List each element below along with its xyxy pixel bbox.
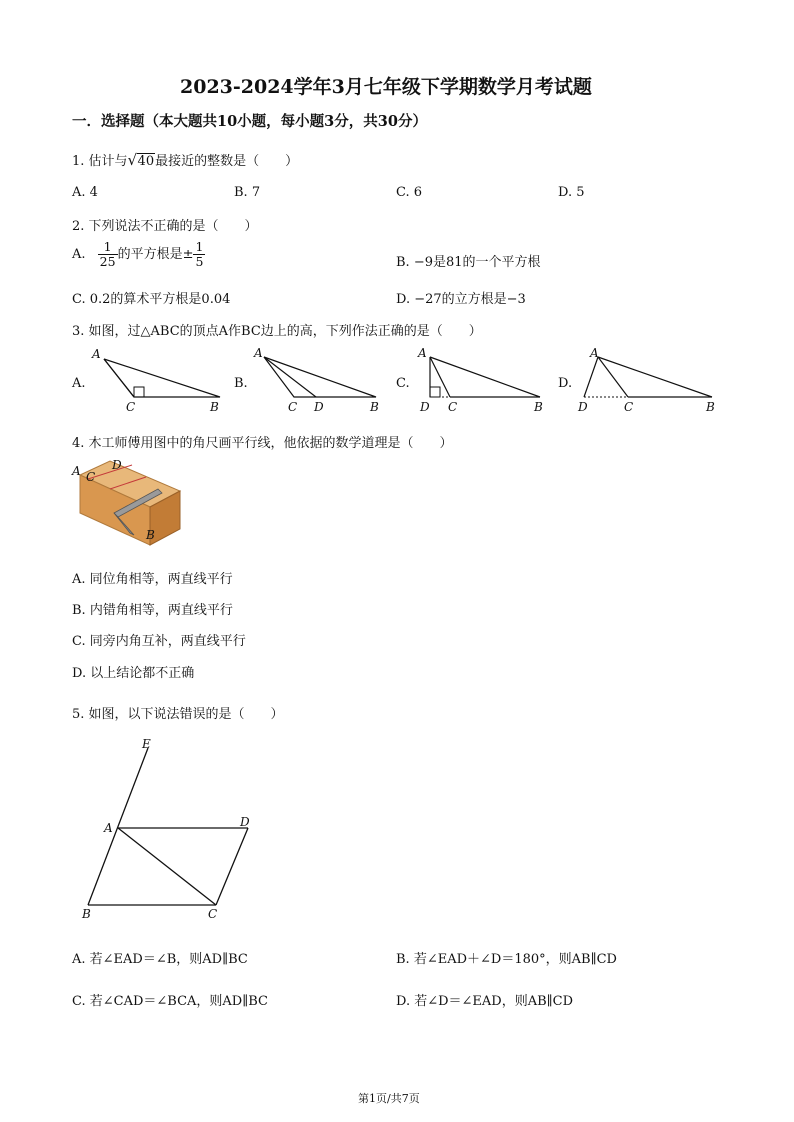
label-c: C — [624, 400, 634, 414]
question-4: 4. 木工师傅用图中的角尺画平行线，他依据的数学道理是（ ） — [72, 436, 453, 451]
question-1 — [72, 150, 298, 169]
label-b: B — [210, 400, 219, 414]
frac-den: 25 — [99, 254, 116, 269]
label-d: D — [240, 815, 250, 829]
q4-option-a[interactable]: A. 同位角相等，两直线平行 — [72, 572, 233, 587]
q3-figure-c — [412, 345, 552, 417]
question-3: 3. 如图，过△ABC的顶点A作BC边上的高，下列作法正确的是（ ） — [72, 324, 482, 339]
page-footer: 第1页/共7页 — [358, 1092, 420, 1105]
q2-a-text: 的平方根是± — [117, 247, 194, 262]
label-a: A — [418, 346, 427, 360]
label-b: B — [370, 400, 379, 414]
label-d: D — [314, 400, 324, 414]
wood-block-figure — [70, 455, 188, 551]
q1-option-c[interactable]: C. 6 — [396, 185, 423, 200]
question-5: 5. 如图，以下说法错误的是（ ） — [72, 707, 284, 722]
label-b: B — [534, 400, 543, 414]
label-a: A — [104, 821, 113, 835]
q3-figure-b — [250, 345, 390, 417]
q3-option-c[interactable]: C. — [396, 376, 410, 391]
label-a: A — [254, 346, 263, 360]
q3-option-d[interactable]: D. — [558, 376, 573, 391]
q3-figure-a — [88, 345, 228, 417]
q5-option-d[interactable]: D. 若∠D＝∠EAD，则AB∥CD — [396, 994, 574, 1009]
label-b: B — [146, 528, 155, 542]
fraction-1-5 — [193, 240, 205, 269]
frac-num: 1 — [195, 239, 204, 254]
q1-option-d[interactable]: D. 5 — [558, 185, 585, 200]
frac-den: 5 — [195, 254, 204, 269]
fraction-1-25 — [98, 240, 118, 269]
q4-option-d[interactable]: D. 以上结论都不正确 — [72, 666, 195, 681]
label-d: D — [578, 400, 588, 414]
q5-option-b[interactable]: B. 若∠EAD＋∠D＝180°，则AB∥CD — [396, 952, 617, 967]
label-d: D — [112, 458, 122, 472]
q3-option-a[interactable]: A. — [72, 376, 86, 391]
q5-figure — [76, 730, 266, 926]
q1-option-b[interactable]: B. 7 — [234, 185, 261, 200]
q2-option-d[interactable]: D. −27的立方根是−3 — [396, 292, 526, 307]
q4-option-c[interactable]: C. 同旁内角互补，两直线平行 — [72, 634, 246, 649]
label-c: C — [208, 907, 218, 921]
q1-stem-after: 最接近的整数是（ ） — [155, 154, 299, 169]
q5-option-a[interactable]: A. 若∠EAD＝∠B，则AD∥BC — [72, 952, 248, 967]
page-title: 2023-2024学年3月七年级下学期数学月考试题 — [180, 76, 592, 98]
label-c: C — [86, 470, 96, 484]
sqrt-symbol: √ 40 — [127, 151, 155, 169]
q1-option-a[interactable]: A. 4 — [72, 185, 98, 200]
label-b: B — [706, 400, 715, 414]
label-e: E — [142, 737, 151, 751]
q3-option-b[interactable]: B. — [234, 376, 248, 391]
section-heading: 一．选择题（本大题共10小题，每小题3分，共30分） — [72, 113, 427, 130]
q4-option-b[interactable]: B. 内错角相等，两直线平行 — [72, 603, 233, 618]
label-c: C — [126, 400, 136, 414]
label-c: C — [448, 400, 458, 414]
label-a: A — [590, 346, 599, 360]
q1-radicand: 40 — [137, 154, 155, 169]
q1-stem-before: 1. 估计与 — [72, 154, 128, 169]
q2-option-b[interactable]: B. −9是81的一个平方根 — [396, 255, 541, 270]
q3-figure-d — [574, 345, 724, 417]
label-c: C — [288, 400, 298, 414]
frac-num: 1 — [98, 240, 118, 255]
label-a: A — [92, 347, 101, 361]
q2-option-a[interactable] — [72, 240, 205, 269]
label-d: D — [420, 400, 430, 414]
label-a: A — [72, 464, 81, 478]
q2-option-c[interactable]: C. 0.2的算术平方根是0.04 — [72, 292, 231, 307]
question-2: 2. 下列说法不正确的是（ ） — [72, 219, 258, 234]
q2-a-label: A. — [72, 247, 86, 262]
q5-option-c[interactable]: C. 若∠CAD＝∠BCA，则AD∥BC — [72, 994, 268, 1009]
label-b: B — [82, 907, 91, 921]
